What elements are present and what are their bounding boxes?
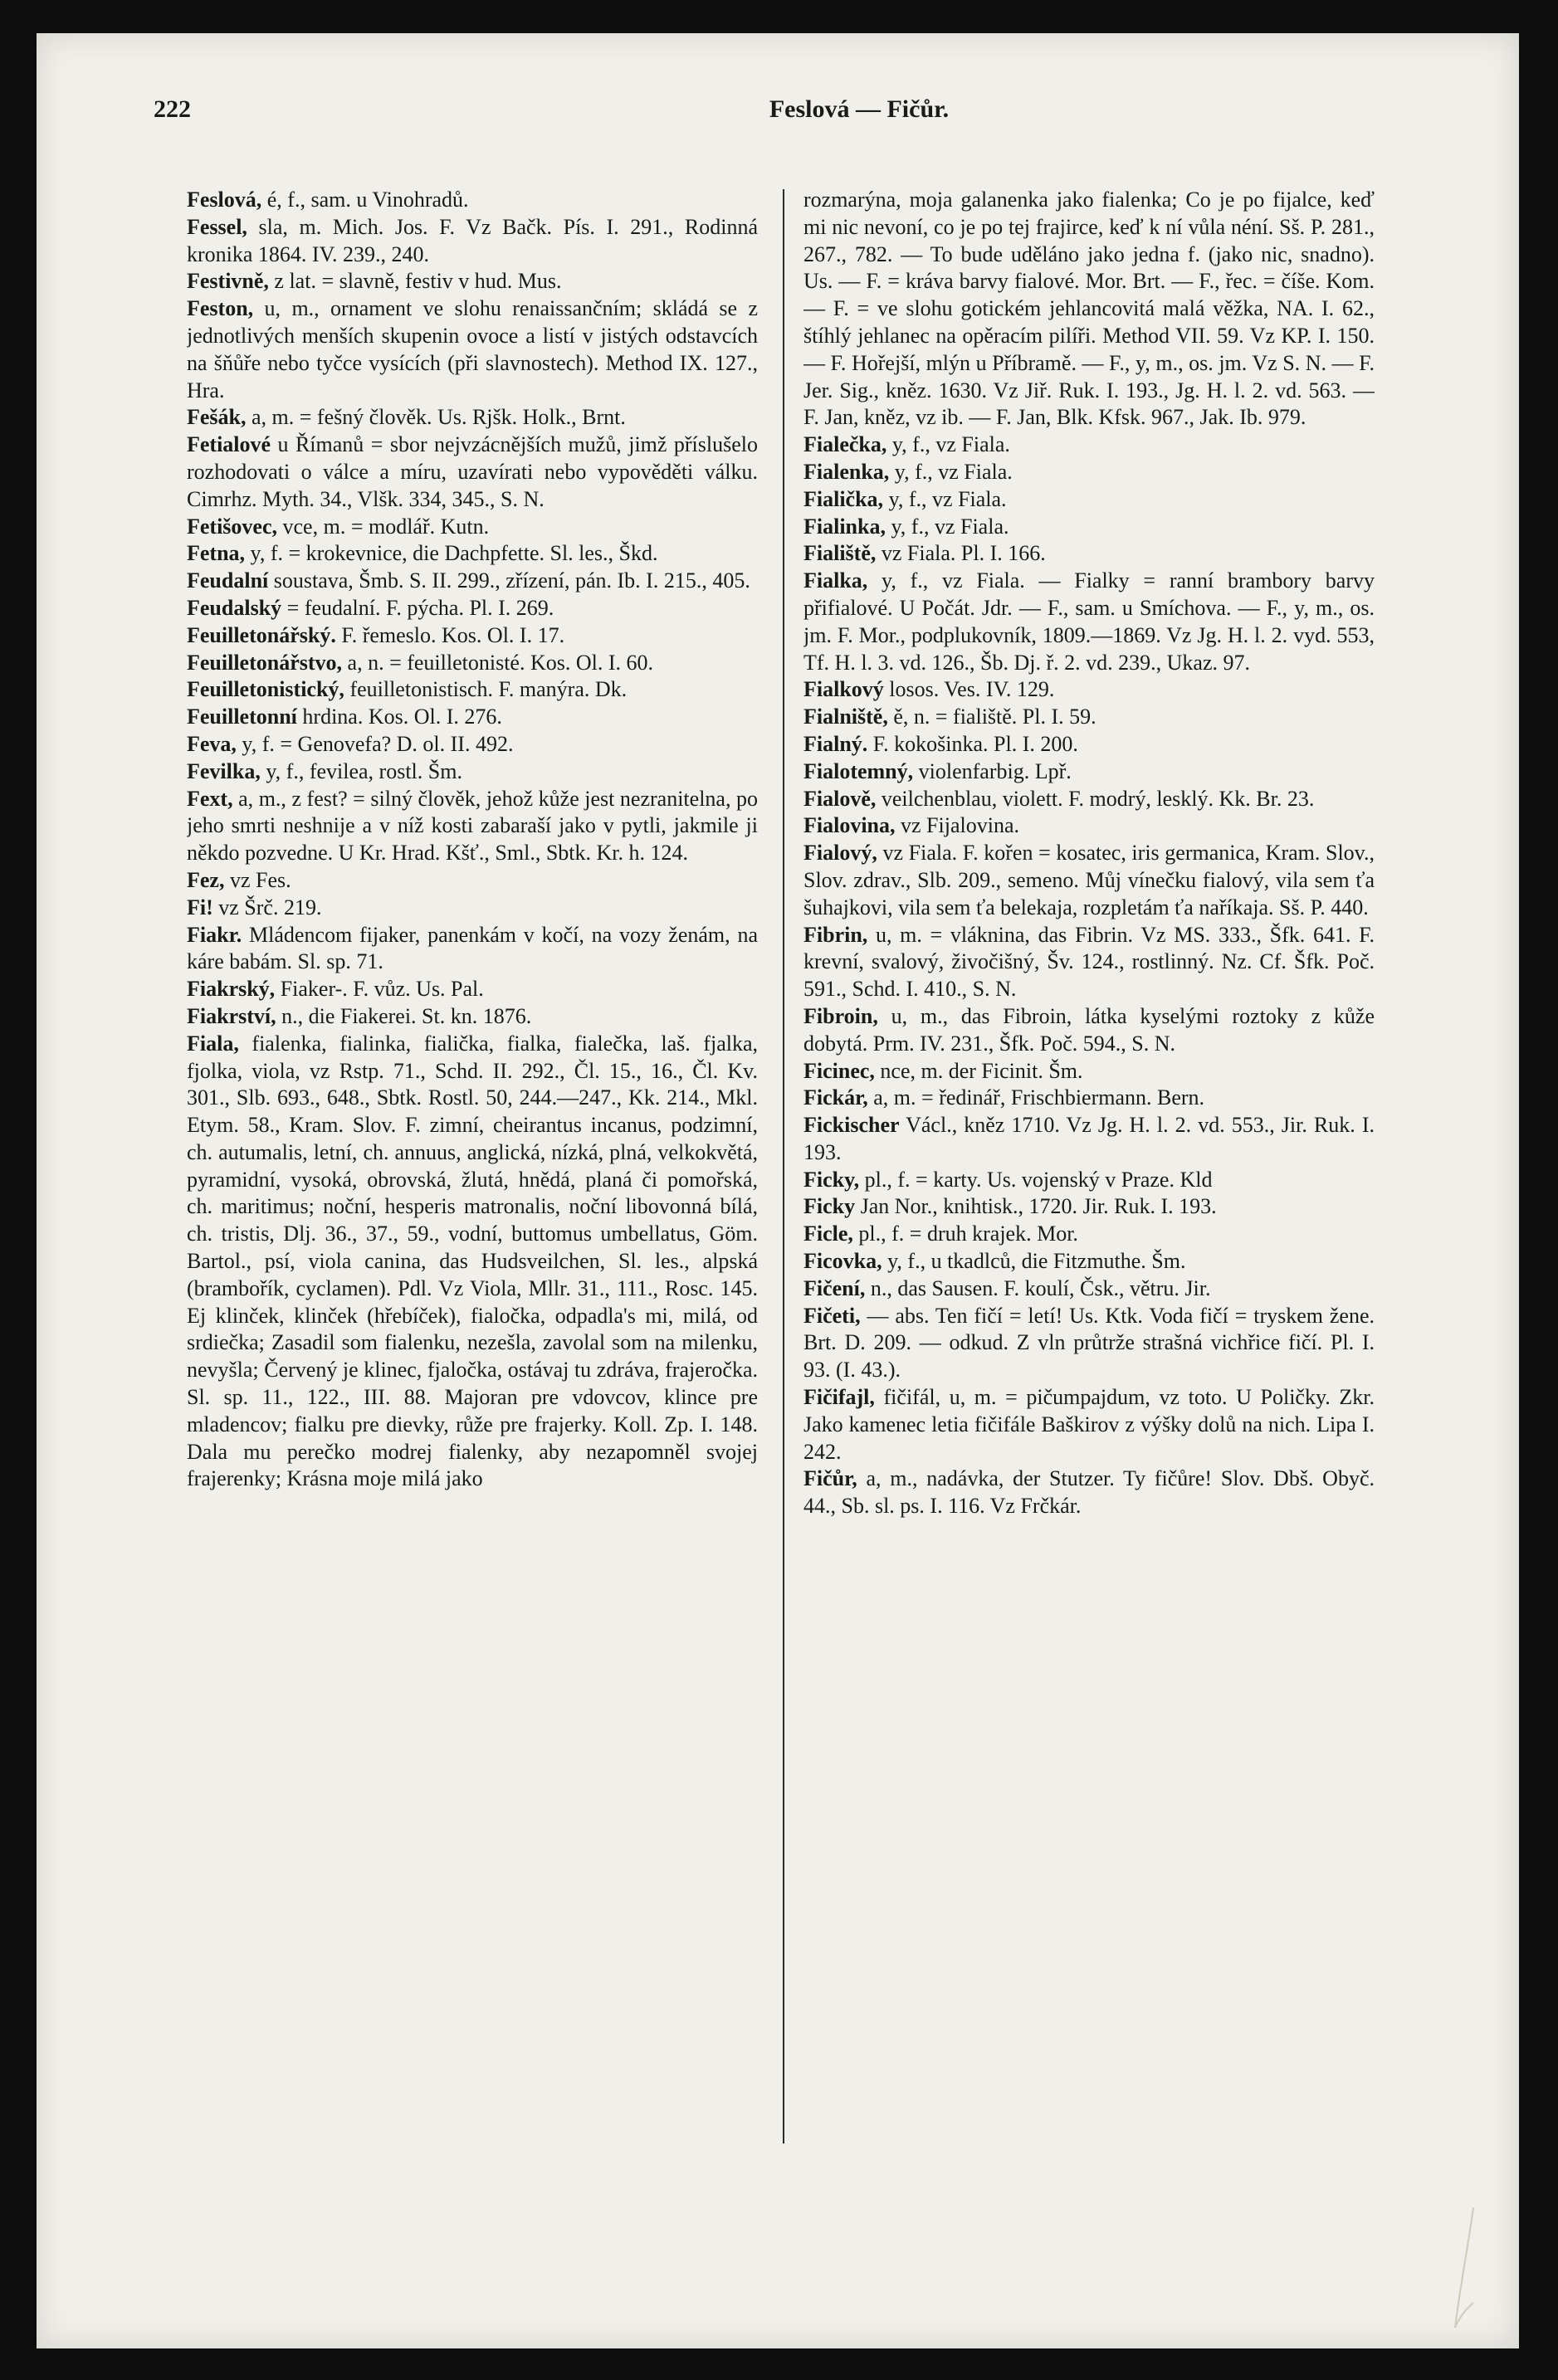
entry-body: n., das Sausen. F. koulí, Čsk., větru. Jir. — [865, 1275, 1211, 1300]
dictionary-entry — [187, 404, 758, 432]
dictionary-entry — [187, 758, 758, 786]
entry-headword: Ficky — [803, 1194, 856, 1219]
column-divider — [783, 189, 784, 2143]
dictionary-entry — [187, 622, 758, 650]
dictionary-entry — [803, 1384, 1375, 1466]
entry-headword: Feuilletonářstvo, — [187, 650, 343, 675]
page-number: 222 — [154, 95, 191, 123]
entry-body: feuilletonistisch. F. manýra. Dk. — [344, 677, 628, 702]
entry-headword: Fickár, — [803, 1085, 868, 1110]
entry-headword: Ficovka, — [803, 1249, 882, 1274]
entry-headword: Fi! — [187, 895, 213, 919]
entry-headword: Fičifajl, — [803, 1385, 875, 1410]
page-header — [154, 95, 1498, 137]
entry-body: y, f., vz Fiala. — [886, 432, 1010, 457]
dictionary-entry — [803, 1003, 1375, 1058]
dictionary-entry — [803, 731, 1375, 758]
entry-body: y, f., vz Fiala. — Fialky = ranní brambory barvy přifialové. U Počát. Jdr. — F., sam. u Smíchova. — F., y, m., os. jm. F. Mor., podplukovník, 1809.—1869. Vz Jg. H. l. 2. vyd. 553, Tf. H. l. 3. vd. 126., Šb. Dj. ř. 2. vd. 239., Ukaz. 97. — [803, 568, 1375, 675]
dictionary-entry — [187, 650, 758, 677]
entry-body: ě, n. = fialiště. Pl. I. 59. — [887, 705, 1096, 729]
dictionary-entry — [803, 1193, 1375, 1221]
entry-body: a, m., nadávka, der Stutzer. Ty fičůre! Slov. Dbš. Obyč. 44., Sb. sl. ps. I. 116. Vz Frčkár. — [803, 1466, 1375, 1519]
entry-headword: Fialový, — [803, 841, 877, 866]
dictionary-entry — [803, 786, 1375, 813]
entry-body: vce, m. = modlář. Kutn. — [277, 514, 490, 539]
dictionary-entry — [187, 867, 758, 895]
entry-body: y, f., vz Fiala. — [883, 486, 1007, 511]
entry-body: vz Fijalovina. — [895, 813, 1019, 838]
entry-headword: Fibroin, — [803, 1003, 878, 1028]
entry-headword: Fiakrský, — [187, 977, 276, 1002]
running-title: Feslová — Fičůr. — [769, 95, 950, 123]
entry-headword: Fez, — [187, 867, 225, 892]
entry-headword: Fiakr. — [187, 922, 242, 947]
entry-headword: Fevilka, — [187, 758, 261, 783]
entry-headword: Fialniště, — [803, 705, 888, 729]
entry-body: hrdina. Kos. Ol. I. 276. — [296, 705, 502, 729]
dictionary-entry — [187, 895, 758, 922]
entry-headword: Fialkový — [803, 677, 884, 702]
entry-headword: Fext, — [187, 786, 233, 811]
entry-body: vz Šrč. 219. — [212, 895, 322, 919]
entry-headword: Fetna, — [187, 541, 246, 566]
entry-headword: Fičůr, — [803, 1466, 857, 1491]
dictionary-entry — [187, 595, 758, 622]
entry-body: pl., f. = karty. Us. vojenský v Praze. Kld — [859, 1167, 1213, 1192]
entry-body: y, f. = Genovefa? D. ol. II. 492. — [236, 731, 514, 756]
dictionary-entry — [187, 268, 758, 295]
entry-body: sla, m. Mich. Jos. F. Vz Bačk. Pís. I. 291., Rodinná kronika 1864. IV. 239., 240. — [187, 214, 758, 266]
entry-body: u Římanů = sbor nejvzácnějších mužů, jimž příslušelo rozhodovati o válce a míru, uzavírati nebo vypověděti válku. Cimrhz. Myth. 34., Vlšk. 334, 345., S. N. — [187, 432, 758, 511]
entry-headword: Feuilletonistický, — [187, 677, 344, 702]
dictionary-entry — [803, 676, 1375, 704]
entry-headword: Fičeti, — [803, 1303, 861, 1328]
entry-headword: Fialný. — [803, 731, 868, 756]
dictionary-entry — [803, 514, 1375, 541]
entry-body: F. kokošinka. Pl. I. 200. — [867, 731, 1078, 756]
entry-headword: Festivně, — [187, 269, 269, 294]
entry-body: y, f. = krokevnice, die Dachpfette. Sl. les., Škd. — [245, 541, 658, 566]
entry-body: vz Fiala. F. kořen = kosatec, iris germanica, Kram. Slov., Slov. zdrav., Slb. 209., semeno. Můj vínečku fialový, vila sem ťa šuhajkovi, vila sem ťa belekaja, rozpletám ťa naříkaja. Sš. P. 440. — [803, 841, 1375, 919]
dictionary-entry — [803, 1167, 1375, 1194]
dictionary-entry — [187, 187, 758, 214]
entry-body: Fiaker-. F. vůz. Us. Pal. — [275, 977, 484, 1002]
entry-headword: Fičení, — [803, 1275, 866, 1300]
entry-body: veilchenblau, violett. F. modrý, lesklý. Kk. Br. 23. — [876, 786, 1315, 811]
dictionary-entry — [803, 704, 1375, 731]
entry-body: a, m. = fešný člověk. Us. Rjšk. Holk., Brnt. — [246, 405, 626, 430]
dictionary-entry — [803, 922, 1375, 1003]
dictionary-entry — [187, 568, 758, 595]
right-column — [803, 187, 1375, 2162]
dictionary-entry — [803, 187, 1375, 432]
entry-headword: Fessel, — [187, 214, 247, 239]
entry-body: z lat. = slavně, festiv v hud. Mus. — [268, 269, 562, 294]
entry-body: Jan Nor., knihtisk., 1720. Jir. Ruk. I. 193. — [855, 1194, 1217, 1219]
entry-body: y, f., vz Fiala. — [889, 459, 1013, 484]
entry-headword: Ficinec, — [803, 1058, 875, 1083]
entry-body: Václ., kněz 1710. Vz Jg. H. l. 2. vd. 553., Jir. Ruk. I. 193. — [803, 1113, 1375, 1164]
entry-headword: Feslová, — [187, 188, 262, 212]
dictionary-entry — [803, 1466, 1375, 1520]
entry-body: a, n. = feuilletonisté. Kos. Ol. I. 60. — [342, 650, 654, 675]
entry-body: vz Fiala. Pl. I. 166. — [876, 541, 1046, 566]
entry-body: Mládencom fijaker, panenkám v kočí, na vozy ženám, na káre babám. Sl. sp. 71. — [187, 922, 758, 974]
entry-body: a, m. = ředinář, Frischbiermann. Bern. — [867, 1085, 1205, 1110]
entry-body: F. řemeslo. Kos. Ol. I. 17. — [335, 622, 565, 647]
dictionary-entry — [187, 214, 758, 269]
dictionary-entry — [803, 812, 1375, 840]
entry-headword: Fialka, — [803, 568, 868, 593]
entry-headword: Fialenka, — [803, 459, 890, 484]
dictionary-entry — [803, 1303, 1375, 1384]
entry-headword: Feudalní — [187, 568, 269, 593]
entry-headword: Fetialové — [187, 432, 271, 457]
entry-headword: Fickischer — [803, 1113, 900, 1138]
entry-headword: Fešák, — [187, 405, 247, 430]
dictionary-entry — [803, 758, 1375, 786]
entry-body: rozmarýna, moja galanenka jako fialenka; Co je po fijalce, keď mi nic nevoní, co je po tej frajirce, keď k ní vůla néní. Sš. P. 281., 267., 782. — To bude uděláno jako jedna f. (jako nic, snadno). Us. — F. = kráva barvy fialové. Mor. Brt. — F., řec. = číše. Kom. — F. = ve slohu gotickém jehlancovitá malá věžka, NA. I. 62., štíhlý jehlanec na opěracím pilíři. Method VII. 59. Vz KP. I. 150. — F. Hořejší, mlýn u Příbramě. — F., y, m., os. jm. Vz S. N. — F. Jer. Sig., kněz. 1630. Vz Jiř. Ruk. I. 193., Jg. H. l. 2. vd. 563. — F. Jan, kněz, vz ib. — F. Jan, Blk. Kfsk. 967., Jak. Ib. 979. — [803, 188, 1375, 430]
dictionary-entry — [803, 432, 1375, 459]
entry-headword: Ficky, — [803, 1167, 860, 1192]
entry-body: a, m., z fest? = silný člověk, jehož kůže jest nezranitelna, po jeho smrti neshnije a v níž kosti zabaraší jako v pytli, jakmile ji někdo pozvedne. U Kr. Hrad. Kšť., Sml., Sbtk. Kr. h. 124. — [187, 786, 758, 866]
entry-body: fičifál, u, m. = pičumpajdum, vz toto. U Poličky. Zkr. Jako kamenec letia fičifále Baškirov z výšky dolů na nich. Lipa I. 242. — [803, 1385, 1375, 1464]
dictionary-entry — [187, 432, 758, 513]
entry-body: é, f., sam. u Vinohradů. — [261, 188, 469, 212]
entry-body: nce, m. der Ficinit. Šm. — [874, 1058, 1083, 1083]
dictionary-entry — [803, 486, 1375, 514]
entry-headword: Feston, — [187, 296, 254, 321]
entry-headword: Feuilletonářský. — [187, 622, 336, 647]
dictionary-entry — [187, 976, 758, 1003]
dictionary-entry — [187, 1031, 758, 1494]
entry-body: fialenka, fialinka, fialička, fialka, fialečka, laš. fjalka, fjolka, viola, vz Rstp. 71., Schd. II. 292., Čl. 15., 16., Čl. Kv. 301., Slb. 693., 648., Sbtk. Rostl. 50, 244.—247., Kk. 214., Mkl. Etym. 58., Kram. Slov. F. zimní, cheirantus incanus, podzimní, ch. autumalis, letní, ch. annuus, anglická, nízká, plná, velkokvětá, pyramidní, vysoká, obrovská, žlutá, hnědá, planá či pomořská, ch. maritimus; noční, hesperis matronalis, noční libovonná bílá, ch. tristis, Dlj. 36., 37., 59., vodní, buttomus umbellatus, Göm. Bartol., psí, viola canina, das Hudsveilchen, Sl. les., alpská (brambořík, cyclamen). Pdl. Vz Viola, Mllr. 31., 111., Rosc. 145. Ej klinček, klinček (hřebíček), fialočka, odpadla's mi, milá, od srdiečka; Zasadil som fialenku, nezešla, zavolal som na milenku, nevyšla; Červený je klinec, fjaločka, ostávaj tu zdráva, frajeročka. Sl. sp. 11., 122., III. 88. Majoran pre vdovcov, klince pre mladencov; fialku pre dievky, růže pre frajerky. Koll. Zp. I. 148. Dala mu perečko modrej fialenky, aby nezapomněl svojej frajerenky; Krásna moje milá jako — [187, 1031, 758, 1491]
dictionary-entry — [803, 1275, 1375, 1303]
dictionary-entry — [187, 295, 758, 404]
dictionary-entry — [803, 1058, 1375, 1085]
dictionary-entry — [187, 704, 758, 731]
dictionary-entry — [803, 1085, 1375, 1112]
entry-body: y, f., fevilea, rostl. Šm. — [260, 758, 462, 783]
dictionary-entry — [803, 840, 1375, 921]
dictionary-entry — [187, 540, 758, 568]
entry-headword: Fialovina, — [803, 813, 896, 838]
dictionary-entry — [803, 1221, 1375, 1248]
entry-headword: Feudalský — [187, 595, 282, 620]
entry-headword: Feuilletonní — [187, 705, 297, 729]
dictionary-entry — [187, 676, 758, 704]
dictionary-entry — [803, 1112, 1375, 1167]
entry-headword: Fibrin, — [803, 922, 868, 947]
dictionary-entry — [187, 922, 758, 977]
entry-body: pl., f. = druh krajek. Mor. — [852, 1222, 1078, 1246]
entry-headword: Fialově, — [803, 786, 877, 811]
entry-body: y, f., vz Fiala. — [885, 514, 1009, 539]
dictionary-entry — [187, 786, 758, 867]
entry-body: losos. Ves. IV. 129. — [883, 677, 1055, 702]
entry-body: = feudalní. F. pýcha. Pl. I. 269. — [281, 595, 554, 620]
entry-headword: Fialinka, — [803, 514, 886, 539]
entry-headword: Fiala, — [187, 1031, 239, 1056]
left-column — [187, 187, 758, 2162]
entry-body: n., die Fiakerei. St. kn. 1876. — [276, 1003, 532, 1028]
entry-headword: Ficle, — [803, 1222, 853, 1246]
dictionary-entry — [187, 514, 758, 541]
dictionary-entry — [187, 731, 758, 758]
dictionary-entry — [803, 568, 1375, 676]
dictionary-entry — [803, 459, 1375, 486]
dictionary-entry — [187, 1003, 758, 1031]
entry-headword: Feva, — [187, 731, 237, 756]
dictionary-entry — [803, 540, 1375, 568]
entry-headword: Fialiště, — [803, 541, 877, 566]
entry-headword: Fiakrství, — [187, 1003, 276, 1028]
entry-headword: Fialečka, — [803, 432, 887, 457]
entry-body: y, f., u tkadlců, die Fitzmuthe. Šm. — [882, 1249, 1186, 1274]
pencil-mark — [1448, 2203, 1482, 2336]
entry-body: violenfarbig. Lpř. — [913, 758, 1072, 783]
entry-headword: Fialotemný, — [803, 758, 914, 783]
entry-body: — abs. Ten fičí = letí! Us. Ktk. Voda fičí = tryskem žene. Brt. D. 209. — odkud. Z vln průtrže strašná vichřice fičí. Pl. I. 93. (I. 43.). — [803, 1303, 1375, 1383]
entry-body: soustava, Šmb. S. II. 299., zřízení, pán. Ib. I. 215., 405. — [268, 568, 750, 593]
entry-body: u, m. = vláknina, das Fibrin. Vz MS. 333., Šfk. 641. F. krevní, svalový, živočišný, Šv. 124., rostlinný. Nz. Cf. Šfk. Poč. 591., Schd. I. 410., S. N. — [803, 922, 1375, 1002]
entry-body: u, m., das Fibroin, látka kyselými roztoky z kůže dobytá. Prm. IV. 231., Šfk. Poč. 594., S. N. — [803, 1003, 1375, 1056]
entry-headword: Fetišovec, — [187, 514, 278, 539]
entry-headword: Fialička, — [803, 486, 884, 511]
entry-body: vz Fes. — [224, 867, 291, 892]
entry-body: u, m., ornament ve slohu renaissančním; skládá se z jednotlivých menších skupenin ovoce a listí v jistých odstavcích na šňůře nebo tyčce vysících (při slavnostech). Method IX. 127., Hra. — [187, 296, 758, 402]
dictionary-entry — [803, 1248, 1375, 1275]
